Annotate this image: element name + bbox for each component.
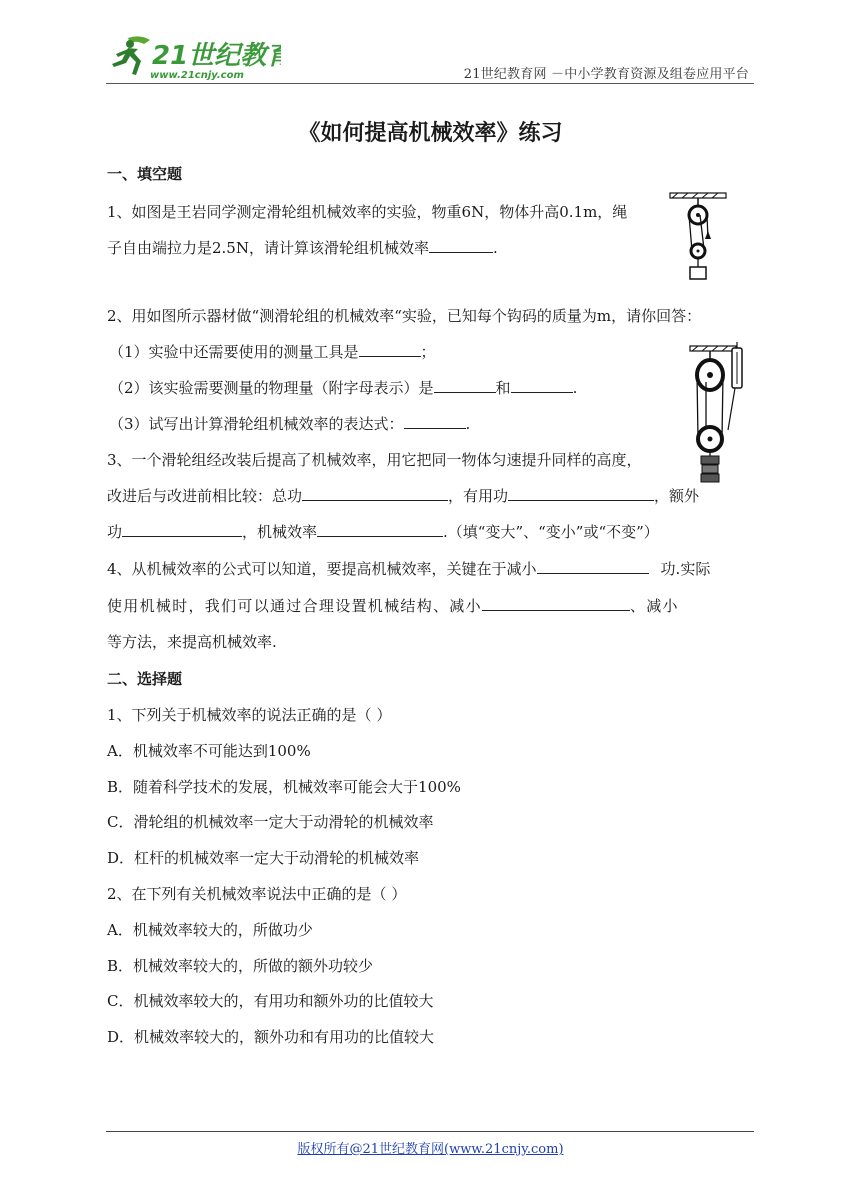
mc2-option-d[interactable]: D．机械效率较大的，额外功和有用功的比值较大 [107,1028,435,1046]
section-heading-fill-blank: 一、填空题 [107,165,183,183]
q3-line1: 3、一个滑轮组经改装后提高了机械效率，用它把同一物体匀速提升同样的高度， [107,451,642,469]
mc1-stem: 1、下列关于机械效率的说法正确的是（ ） [107,706,392,724]
answer-blank[interactable] [434,378,496,393]
mc1-option-a[interactable]: A．机械效率不可能达到100% [107,742,311,760]
q2-sub2: （2）该实验需要测量的物理量（附字母表示）是 和 . [109,379,578,397]
q2-line1: 2、用如图所示器材做“测滑轮组的机械效率“实验，已知每个钩码的质量为m，请你回答： [107,307,702,325]
answer-blank[interactable] [429,238,493,253]
header-site-name: 21世纪教育网 －中小学教育资源及组卷应用平台 [463,67,749,82]
q4-line1: 4、从机械效率的公式可以知道，要提高机械效率，关键在于减小 功.实际 [107,560,711,578]
mc1-option-b[interactable]: B．随着科学技术的发展，机械效率可能会大于100% [107,778,461,796]
mc2-option-c[interactable]: C．机械效率较大的，有用功和额外功的比值较大 [107,992,434,1010]
answer-blank[interactable] [537,559,649,574]
q3-line3: 功 ，机械效率 .（填“变大”、“变小”或“不变”） [107,523,659,541]
answer-blank[interactable] [359,342,421,357]
q1-line2: 子自由端拉力是2.5N，请计算该滑轮组机械效率 . [107,239,498,257]
answer-blank[interactable] [404,414,466,429]
answer-blank[interactable] [122,522,242,537]
logo-text: 21世纪教育 [152,41,281,71]
logo-url: www.21cnjy.com [150,70,244,81]
q4-line2: 使用机械时，我们可以通过合理设置机械结构、减小 、减小 [107,597,679,615]
q2-sub3: （3）试写出计算滑轮组机械效率的表达式： . [109,415,471,433]
q2-sub1: （1）实验中还需要使用的测量工具是 ； [109,343,436,361]
answer-blank[interactable] [482,596,630,611]
footer-divider [106,1131,754,1132]
mc1-option-d[interactable]: D．杠杆的机械效率一定大于动滑轮的机械效率 [107,849,420,867]
answer-blank[interactable] [511,378,573,393]
q4-line3: 等方法，来提高机械效率. [107,633,277,651]
answer-blank[interactable] [302,486,448,501]
runner-logo-icon [106,32,281,82]
mc2-option-b[interactable]: B．机械效率较大的，所做的额外功较少 [107,957,374,975]
section-heading-multiple-choice: 二、选择题 [107,670,183,688]
mc1-option-c[interactable]: C．滑轮组的机械效率一定大于动滑轮的机械效率 [107,813,434,831]
site-logo [106,32,281,82]
header-divider [106,83,754,84]
mc2-option-a[interactable]: A．机械效率较大的，所做功少 [107,921,313,939]
pulley-figure-2 [688,342,752,484]
q3-line2: 改进后与改进前相比较：总功 ，有用功 ，额外 [107,487,700,505]
answer-blank[interactable] [317,522,443,537]
footer-copyright-link[interactable]: 版权所有@21世纪教育网(www.21cnjy.com) [297,1142,564,1157]
mc2-stem: 2、在下列有关机械效率说法中正确的是（ ） [107,885,407,903]
page-title: 《如何提高机械效率》练习 [298,121,563,146]
q1-line1: 1、如图是王岩同学测定滑轮组机械效率的实验，物重6N，物体升高0.1m，绳 [107,203,628,221]
answer-blank[interactable] [508,486,654,501]
pulley-figure-1 [668,191,728,287]
